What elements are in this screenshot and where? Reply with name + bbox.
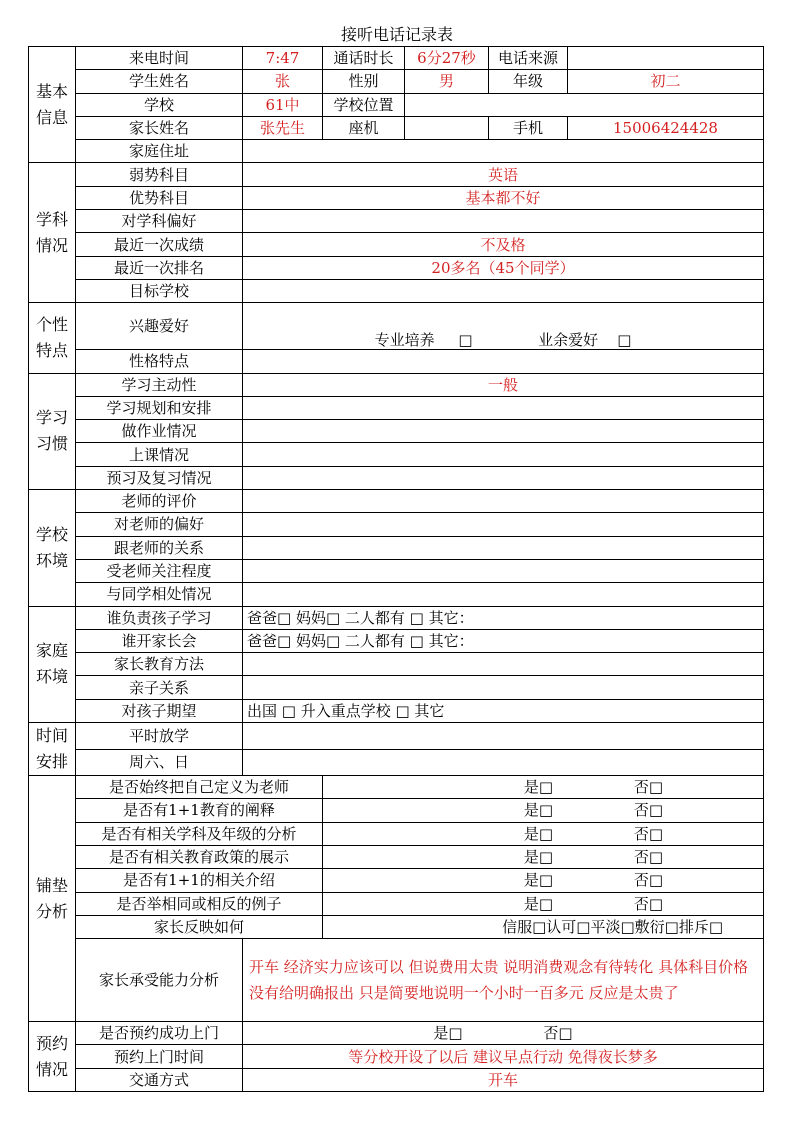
expectation-options[interactable]: 出国 □ 升入重点学校 □ 其它 <box>243 699 764 722</box>
school-value[interactable]: 61中 <box>243 93 323 116</box>
study-responsible-label: 谁负责孩子学习 <box>76 606 243 629</box>
school-env-row-value[interactable] <box>243 513 764 536</box>
analysis-answer[interactable] <box>323 799 764 822</box>
mobile-value[interactable]: 15006424428 <box>568 116 764 139</box>
appointment-time-label: 预约上门时间 <box>76 1045 243 1068</box>
habit-row-label: 学习主动性 <box>76 373 243 396</box>
grade-value[interactable]: 初二 <box>568 70 764 93</box>
section-analysis: 铺垫分析 <box>29 776 76 1022</box>
landline-value[interactable] <box>405 116 489 139</box>
answer-no[interactable]: 否□ <box>633 778 663 797</box>
parent-reaction-label: 家长反映如何 <box>76 915 323 938</box>
call-time-label: 来电时间 <box>76 47 243 70</box>
gender-value[interactable]: 男 <box>405 70 489 93</box>
weekend-label: 周六、日 <box>76 749 243 776</box>
analysis-answer[interactable] <box>323 869 764 892</box>
habit-row-label: 学习规划和安排 <box>76 396 243 419</box>
student-name-label: 学生姓名 <box>76 70 243 93</box>
analysis-question: 是否有1+1的相关介绍 <box>76 869 323 892</box>
mobile-label: 手机 <box>489 116 568 139</box>
subject-row-label: 弱势科目 <box>76 163 243 186</box>
parent-name-label: 家长姓名 <box>76 116 243 139</box>
answer-yes[interactable]: 是□ <box>523 871 553 890</box>
habit-row-value[interactable] <box>243 396 764 419</box>
section-school-env: 学校环境 <box>29 490 76 606</box>
landline-label: 座机 <box>323 116 405 139</box>
school-env-row-label: 与同学相处情况 <box>76 583 243 606</box>
section-basic: 基本信息 <box>29 47 76 163</box>
analysis-answer[interactable] <box>323 776 764 799</box>
answer-yes[interactable]: 是□ <box>523 824 553 843</box>
call-time-value[interactable]: 7:47 <box>243 47 323 70</box>
answer-no[interactable]: 否□ <box>633 824 663 843</box>
habit-row-label: 上课情况 <box>76 443 243 466</box>
school-env-row-label: 受老师关注程度 <box>76 559 243 582</box>
subject-row-label: 优势科目 <box>76 186 243 209</box>
section-time: 时间安排 <box>29 723 76 776</box>
transport-value[interactable]: 开车 <box>243 1068 764 1091</box>
school-env-row-value[interactable] <box>243 490 764 513</box>
subject-row-label: 对学科偏好 <box>76 210 243 233</box>
interest-label: 兴趣爱好 <box>76 303 243 350</box>
section-family: 家庭环境 <box>29 606 76 722</box>
parent-meeting-options[interactable]: 爸爸□ 妈妈□ 二人都有 □ 其它： <box>243 629 764 652</box>
trait-value[interactable] <box>243 350 764 373</box>
answer-no[interactable]: 否□ <box>633 894 663 913</box>
interest-options[interactable] <box>243 303 764 350</box>
school-env-row-value[interactable] <box>243 559 764 582</box>
student-name-value[interactable]: 张 <box>243 70 323 93</box>
habit-row-value[interactable] <box>243 466 764 489</box>
school-label: 学校 <box>76 93 243 116</box>
habit-row-label: 做作业情况 <box>76 420 243 443</box>
trait-label: 性格特点 <box>76 350 243 373</box>
school-env-row-value[interactable] <box>243 583 764 606</box>
habit-row-value[interactable] <box>243 443 764 466</box>
subject-row-label: 目标学校 <box>76 279 243 302</box>
duration-value[interactable]: 6分27秒 <box>405 47 489 70</box>
section-personality: 个性特点 <box>29 303 76 373</box>
section-habits: 学习习惯 <box>29 373 76 489</box>
section-appointment: 预约情况 <box>29 1022 76 1092</box>
school-env-row-label: 跟老师的关系 <box>76 536 243 559</box>
weekday-value[interactable] <box>243 723 764 750</box>
expectation-label: 对孩子期望 <box>76 699 243 722</box>
subject-row-value[interactable]: 20多名（45个同学） <box>243 256 764 279</box>
school-env-row-label: 对老师的偏好 <box>76 513 243 536</box>
answer-no[interactable]: 否□ <box>633 801 663 820</box>
address-value[interactable] <box>243 140 764 163</box>
interest-option-professional[interactable]: 专业培养 □ <box>374 331 473 350</box>
answer-yes[interactable]: 是□ <box>523 848 553 867</box>
school-location-value[interactable] <box>405 93 764 116</box>
parent-child-relation-value[interactable] <box>243 676 764 699</box>
analysis-answer[interactable] <box>323 892 764 915</box>
school-env-row-label: 老师的评价 <box>76 490 243 513</box>
parent-reaction-options[interactable]: 信服□认可□平淡□敷衍□排斥□ <box>323 915 764 938</box>
analysis-question: 是否有相关学科及年级的分析 <box>76 822 323 845</box>
answer-yes[interactable]: 是□ <box>523 801 553 820</box>
parent-meeting-label: 谁开家长会 <box>76 629 243 652</box>
education-method-value[interactable] <box>243 653 764 676</box>
school-location-label: 学校位置 <box>323 93 405 116</box>
habit-row-label: 预习及复习情况 <box>76 466 243 489</box>
analysis-question: 是否始终把自己定义为老师 <box>76 776 323 799</box>
subject-row-value[interactable]: 英语 <box>243 163 764 186</box>
subject-row-value[interactable] <box>243 210 764 233</box>
interest-option-hobby[interactable]: 业余爱好 □ <box>538 331 632 350</box>
weekday-label: 平时放学 <box>76 723 243 750</box>
appointment-success-options[interactable] <box>243 1022 764 1045</box>
transport-label: 交通方式 <box>76 1068 243 1091</box>
address-label: 家庭住址 <box>76 140 243 163</box>
analysis-answer[interactable] <box>323 822 764 845</box>
answer-no[interactable]: 否□ <box>633 848 663 867</box>
study-responsible-options[interactable]: 爸爸□ 妈妈□ 二人都有 □ 其它： <box>243 606 764 629</box>
habit-row-value[interactable] <box>243 420 764 443</box>
analysis-question: 是否举相同或相反的例子 <box>76 892 323 915</box>
education-method-label: 家长教育方法 <box>76 653 243 676</box>
parent-name-value[interactable]: 张先生 <box>243 116 323 139</box>
weekend-value[interactable] <box>243 749 764 776</box>
subject-row-value[interactable] <box>243 279 764 302</box>
duration-label: 通话时长 <box>323 47 405 70</box>
page-title: 接听电话记录表 <box>340 25 453 44</box>
capacity-text[interactable]: 开车 经济实力应该可以 但说费用太贵 说明消费观念有待转化 具体科目价格没有给明确报出 只是简要地说明一个小时一百多元 反应是太贵了 <box>243 939 764 1022</box>
analysis-question: 是否有1+1教育的阐释 <box>76 799 323 822</box>
subject-row-value[interactable]: 不及格 <box>243 233 764 256</box>
answer-no[interactable]: 否□ <box>543 1024 573 1043</box>
capacity-label: 家长承受能力分析 <box>76 939 243 1022</box>
subject-row-value[interactable]: 基本都不好 <box>243 186 764 209</box>
appointment-time-value[interactable]: 等分校开设了以后 建议早点行动 免得夜长梦多 <box>243 1045 764 1068</box>
section-subject: 学科情况 <box>29 163 76 303</box>
grade-label: 年级 <box>489 70 568 93</box>
habit-row-value[interactable]: 一般 <box>243 373 764 396</box>
answer-yes[interactable]: 是□ <box>523 778 553 797</box>
parent-child-relation-label: 亲子关系 <box>76 676 243 699</box>
analysis-answer[interactable] <box>323 845 764 868</box>
analysis-question: 是否有相关教育政策的展示 <box>76 845 323 868</box>
call-record-table <box>28 46 764 1092</box>
source-label: 电话来源 <box>489 47 568 70</box>
answer-no[interactable]: 否□ <box>633 871 663 890</box>
subject-row-label: 最近一次排名 <box>76 256 243 279</box>
school-env-row-value[interactable] <box>243 536 764 559</box>
appointment-success-label: 是否预约成功上门 <box>76 1022 243 1045</box>
answer-yes[interactable]: 是□ <box>523 894 553 913</box>
source-value[interactable] <box>568 47 764 70</box>
gender-label: 性别 <box>323 70 405 93</box>
subject-row-label: 最近一次成绩 <box>76 233 243 256</box>
answer-yes[interactable]: 是□ <box>433 1024 463 1043</box>
